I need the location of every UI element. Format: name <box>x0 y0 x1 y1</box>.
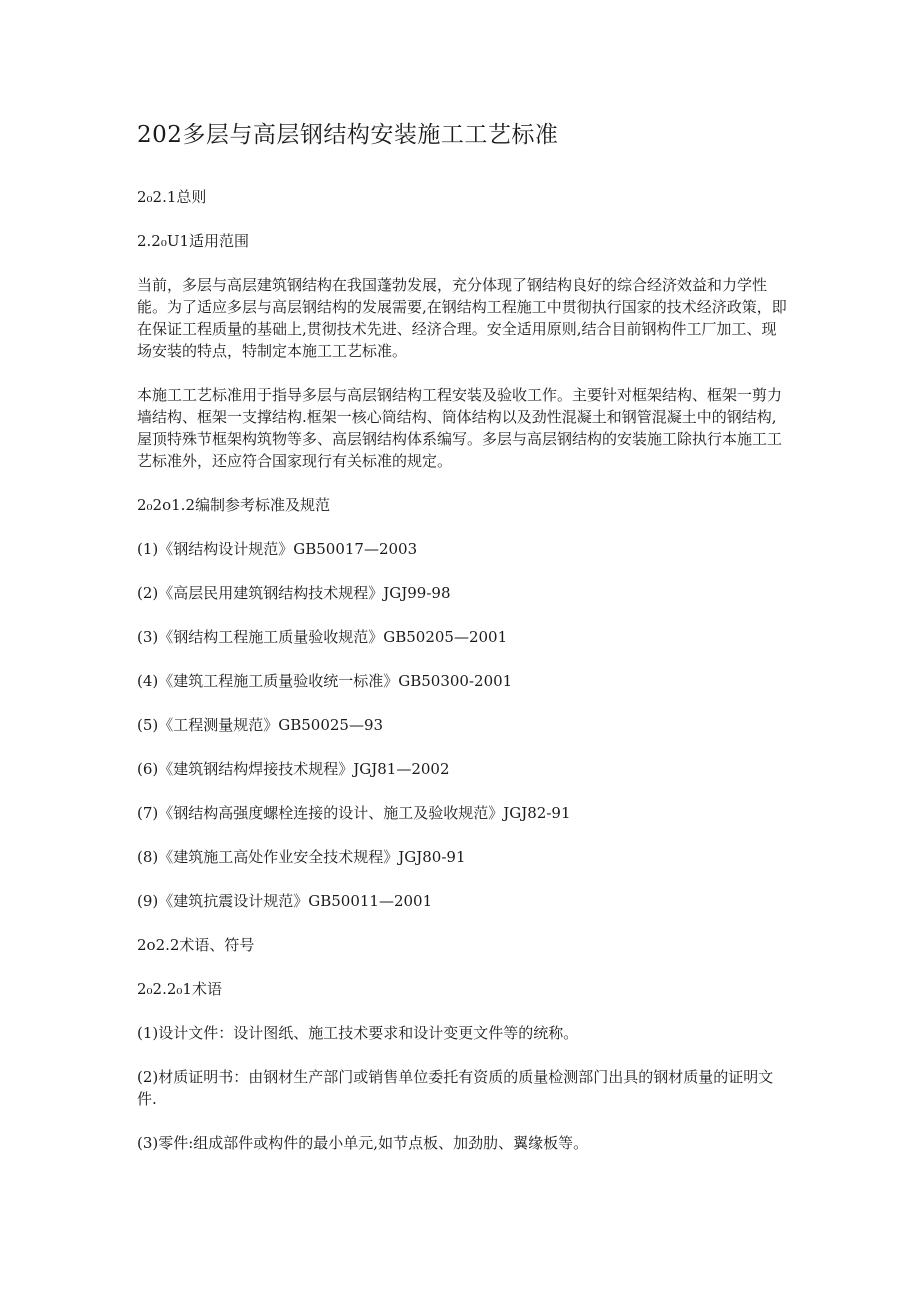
section-heading-terms: 2₀2.2₀1术语 <box>137 980 222 998</box>
reference-item: (1)《钢结构设计规范》GB50017—2003 <box>137 540 418 558</box>
term-item: (1)设计文件：设计图纸、施工技术要求和设计变更文件等的统称。 <box>137 1024 579 1042</box>
term-item: (3)零件:组成部件或构件的最小单元,如节点板、加劲肋、翼缘板等。 <box>137 1134 589 1152</box>
section-heading-scope: 2.2₀U1适用范围 <box>137 232 250 250</box>
document-page <box>137 118 787 1176</box>
section-heading-general: 2₀2.1总则 <box>137 188 207 206</box>
reference-item: (6)《建筑钢结构焊接技术规程》JGJ81—2002 <box>137 760 450 778</box>
reference-item: (3)《钢结构工程施工质量验收规范》GB50205—2001 <box>137 628 508 646</box>
scope-paragraph-2: 本施工工艺标准用于指导多层与高层钢结构工程安装及验收工作。主要针对框架结构、框架一剪力墙结构、框架一支撑结构.框架一核心筒结构、筒体结构以及劲性混凝土和钢管混凝土中的钢结构,屋顶特殊节框架构筑物等多、高层钢结构体系编写。多层与高层钢结构的安装施工除执行本施工工艺标准外，还应符合国家现行有关标准的规定。 <box>137 386 783 470</box>
reference-item: (7)《钢结构高强度螺栓连接的设计、施工及验收规范》JGJ82-91 <box>137 804 571 822</box>
reference-item: (4)《建筑工程施工质量验收统一标准》GB50300-2001 <box>137 672 513 690</box>
scope-paragraph-1: 当前，多层与高层建筑钢结构在我国蓬勃发展，充分体现了钢结构良好的综合经济效益和力学性能。为了适应多层与高层钢结构的发展需要,在钢结构工程施工中贯彻执行国家的技术经济政策，即在保证工程质量的基础上,贯彻技术先进、经济合理。安全适用原则,结合目前钢构件工厂加工、现场安装的特点，特制定本施工工艺标准。 <box>137 276 787 360</box>
reference-list <box>137 538 787 912</box>
term-list <box>137 1022 787 1154</box>
document-title: 202多层与高层钢结构安装施工工艺标准 <box>137 122 559 148</box>
section-heading-references: 2₀2o1.2编制参考标准及规范 <box>137 496 330 514</box>
section-heading-terms-symbols: 2o2.2术语、符号 <box>137 936 255 954</box>
reference-item: (5)《工程测量规范》GB50025—93 <box>137 716 384 734</box>
term-item: (2)材质证明书：由钢材生产部门或销售单位委托有资质的质量检测部门出具的钢材质量的证明文件. <box>137 1068 774 1108</box>
reference-item: (2)《高层民用建筑钢结构技术规程》JGJ99-98 <box>137 584 451 602</box>
reference-item: (9)《建筑抗震设计规范》GB50011—2001 <box>137 892 433 910</box>
reference-item: (8)《建筑施工高处作业安全技术规程》JGJ80-91 <box>137 848 466 866</box>
